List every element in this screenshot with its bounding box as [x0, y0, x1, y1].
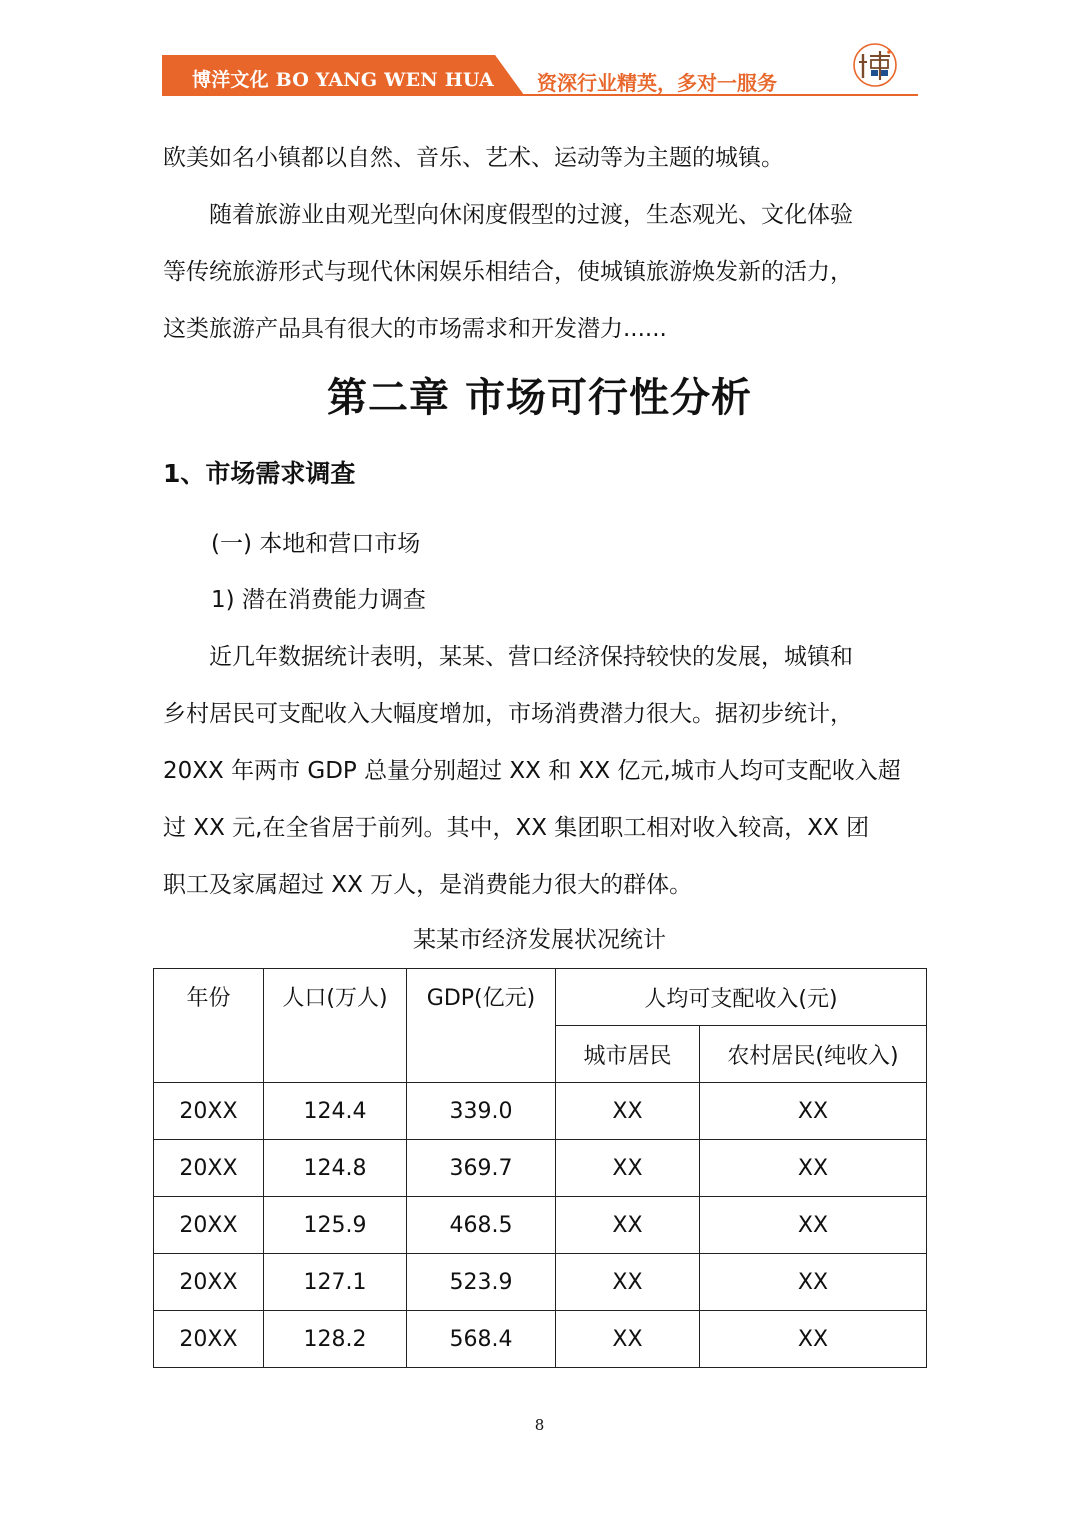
- cell-gdp: 523.9: [407, 1254, 556, 1311]
- cell-year: 20XX: [154, 1140, 264, 1197]
- brand-name: 博洋文化 BO YANG WEN HUA: [192, 69, 494, 91]
- cell-population: 125.9: [264, 1197, 407, 1254]
- header-gdp: GDP(亿元): [407, 969, 556, 1083]
- paragraph-line: 职工及家属超过 XX 万人，是消费能力很大的群体。: [163, 872, 693, 898]
- paragraph-line: 近几年数据统计表明，某某、营口经济保持较快的发展，城镇和: [209, 644, 853, 670]
- cell-year: 20XX: [154, 1311, 264, 1368]
- page-number: 8: [534, 1416, 545, 1434]
- table-caption: 某某市经济发展状况统计: [413, 927, 666, 953]
- table-header-row: [154, 969, 927, 1026]
- paragraph-line: 等传统旅游形式与现代休闲娱乐相结合，使城镇旅游焕发新的活力，: [163, 259, 853, 285]
- cell-rural: XX: [700, 1083, 927, 1140]
- header-rural: 农村居民(纯收入): [700, 1026, 927, 1083]
- table-row: [154, 1197, 927, 1254]
- cell-urban: XX: [556, 1083, 700, 1140]
- cell-rural: XX: [700, 1140, 927, 1197]
- paragraph-line: 过 XX 元,在全省居于前列。其中，XX 集团职工相对收入较高，XX 团: [163, 815, 870, 841]
- paragraph-line: 随着旅游业由观光型向休闲度假型的过渡，生态观光、文化体验: [209, 202, 853, 228]
- cell-rural: XX: [700, 1311, 927, 1368]
- bo-character-logo-icon: [852, 42, 898, 88]
- economic-stats-table: [153, 968, 927, 1368]
- cell-year: 20XX: [154, 1254, 264, 1311]
- cell-population: 124.8: [264, 1140, 407, 1197]
- paragraph-line: 乡村居民可支配收入大幅度增加，市场消费潜力很大。据初步统计，: [163, 701, 853, 727]
- cell-population: 128.2: [264, 1311, 407, 1368]
- cell-urban: XX: [556, 1311, 700, 1368]
- cell-gdp: 339.0: [407, 1083, 556, 1140]
- paragraph-line: 20XX 年两市 GDP 总量分别超过 XX 和 XX 亿元,城市人均可支配收入超: [163, 758, 901, 784]
- header-year: 年份: [154, 969, 264, 1083]
- cell-urban: XX: [556, 1254, 700, 1311]
- header-urban: 城市居民: [556, 1026, 700, 1083]
- cell-year: 20XX: [154, 1197, 264, 1254]
- cell-urban: XX: [556, 1197, 700, 1254]
- subsection-heading: 1) 潜在消费能力调查: [211, 587, 426, 613]
- table-row: [154, 1311, 927, 1368]
- table-row: [154, 1083, 927, 1140]
- cell-rural: XX: [700, 1197, 927, 1254]
- cell-gdp: 468.5: [407, 1197, 556, 1254]
- table-row: [154, 1254, 927, 1311]
- cell-rural: XX: [700, 1254, 927, 1311]
- chapter-title: 第二章 市场可行性分析: [327, 374, 752, 421]
- cell-gdp: 369.7: [407, 1140, 556, 1197]
- page-header: [162, 42, 918, 98]
- section-title: 1、市场需求调查: [163, 459, 356, 488]
- header-income: 人均可支配收入(元): [556, 969, 927, 1026]
- cell-population: 127.1: [264, 1254, 407, 1311]
- cell-year: 20XX: [154, 1083, 264, 1140]
- paragraph-line: 欧美如名小镇都以自然、音乐、艺术、运动等为主题的城镇。: [163, 145, 784, 171]
- paragraph-line: 这类旅游产品具有很大的市场需求和开发潜力......: [163, 316, 667, 342]
- cell-urban: XX: [556, 1140, 700, 1197]
- cell-population: 124.4: [264, 1083, 407, 1140]
- subsection-heading: (一) 本地和营口市场: [211, 531, 421, 557]
- header-population: 人口(万人): [264, 969, 407, 1083]
- table-row: [154, 1140, 927, 1197]
- cell-gdp: 568.4: [407, 1311, 556, 1368]
- header-slogan: 资深行业精英，多对一服务: [537, 71, 777, 95]
